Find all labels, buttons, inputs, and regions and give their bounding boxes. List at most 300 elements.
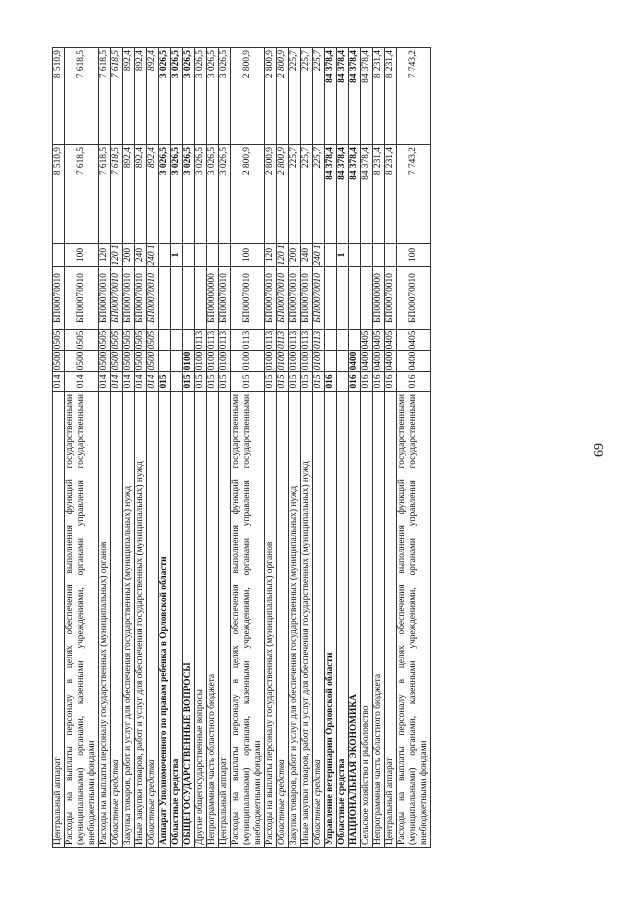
table-row [349,48,361,848]
rotated-budget-table-container [52,48,607,848]
row-grbs-cell: 015 [265,372,277,392]
row-target-article-cell: БП00070010 [385,267,397,330]
budget-table [52,47,431,848]
row-grbs-cell: 015 [313,372,325,392]
row-expense-type-cell [53,244,65,267]
row-target-article-cell: БП00000000 [373,267,385,330]
row-section-cell [147,351,159,372]
row-subsection-cell [325,330,337,351]
funding-source-code: 1 [277,244,287,250]
subsection-suffix: 05 [361,330,371,340]
row-grbs-cell: 014 [147,372,159,392]
row-section-cell [361,351,373,372]
row-name-cell: НАЦИОНАЛЬНАЯ ЭКОНОМИКА [349,392,361,848]
row-name-cell: Областные средства [313,392,325,848]
section-suffix: 00 [349,351,359,361]
expense-type-code: 120 [99,247,109,263]
row-grbs-cell [171,372,183,392]
row-name-cell: Аппарат Уполномоченного по правам ребенка в Орловской области [159,392,171,848]
subsection-code: 05 [135,340,145,350]
row-subsection-cell [385,330,397,351]
table-row [313,48,325,848]
row-sum-2020-cell: 84 378,4 [325,48,337,145]
row-sum-2019-cell: 84 378,4 [337,145,349,244]
subsection-suffix: 13 [242,330,252,341]
row-target-article-cell: БП00070010 [397,267,431,330]
row-grbs-cell: 014 [123,372,135,392]
table-row [195,48,207,848]
row-subsection-cell [219,330,231,351]
row-grbs-cell: 015 [195,372,207,392]
row-expense-type-cell [99,244,111,267]
section-code: 05 [53,361,63,371]
section-code: 01 [265,361,275,371]
row-expense-type-cell [171,244,183,267]
expense-type-code: 100 [76,247,86,263]
row-subsection-cell [123,330,135,351]
row-grbs-cell: 014 [135,372,147,392]
subsection-code: 01 [207,340,217,350]
row-section-cell [325,351,337,372]
section-code: 01 [301,361,311,371]
section-suffix: 00 [99,351,109,361]
row-grbs-cell: 015 [301,372,313,392]
row-sum-2019-cell: 892,4 [123,145,135,244]
section-code: 05 [99,361,109,371]
table-row [171,48,183,848]
row-subsection-cell [265,330,277,351]
row-subsection-cell [99,330,111,351]
row-subsection-cell [231,330,265,351]
subsection-code: 01 [265,340,275,350]
section-suffix: 00 [265,351,275,361]
row-grbs-cell: 014 [111,372,123,392]
row-name-cell: Иные закупки товаров, работ и услуг для обеспечения государственных (муниципальных) нужд [135,392,147,848]
row-expense-type-cell [183,244,195,267]
row-sum-2020-cell: 225,7 [289,48,301,145]
table-row [99,48,111,848]
table-row [159,48,171,848]
row-sum-2020-cell: 892,4 [147,48,159,145]
section-code: 05 [147,361,157,371]
subsection-code: 04 [373,340,383,350]
section-code: 01 [183,361,193,371]
row-expense-type-cell [289,244,301,267]
row-sum-2019-cell: 225,7 [313,145,325,244]
row-name-cell: Непрограммная часть областного бюджета [207,392,219,848]
row-sum-2020-cell: 7 743,2 [397,48,431,145]
table-row [219,48,231,848]
row-section-cell [183,351,195,372]
subsection-suffix: 13 [301,330,311,341]
expense-type-code: 200 [123,247,133,263]
row-section-cell [135,351,147,372]
table-row [325,48,337,848]
subsection-suffix: 13 [207,330,217,341]
row-name-cell: Расходы на выплаты персоналу в целях обеспечения выполнения функций государственными (муниципальными) органами, казенными учреждениями, органами управления государственными внебюджетными фондами [65,392,99,848]
row-grbs-cell: 015 [183,372,195,392]
row-subsection-cell [135,330,147,351]
section-code: 05 [76,361,86,371]
section-suffix: 00 [242,351,252,361]
row-name-cell: Областные средства [337,392,349,848]
section-suffix: 00 [289,351,299,361]
subsection-code: 01 [289,340,299,350]
table-row [337,48,349,848]
row-target-article-cell: БП00070010 [301,267,313,330]
row-sum-2019-cell: 2 800,9 [265,145,277,244]
row-expense-type-cell [349,244,361,267]
row-name-cell: Областные средства [171,392,183,848]
row-sum-2020-cell: 8 231,4 [373,48,385,145]
table-row [265,48,277,848]
row-subsection-cell [147,330,159,351]
expense-type-code: 100 [242,247,252,263]
row-grbs-cell: 015 [219,372,231,392]
section-suffix: 00 [147,351,157,361]
row-sum-2019-cell: 7 618,5 [65,145,99,244]
row-name-cell: Закупка товаров, работ и услуг для обеспечения государственных (муниципальных) нужд [289,392,301,848]
row-target-article-cell: БП00070010 [99,267,111,330]
row-target-article-cell [171,267,183,330]
row-grbs-cell: 016 [385,372,397,392]
row-subsection-cell [397,330,431,351]
row-grbs-cell: 015 [289,372,301,392]
subsection-suffix: 13 [265,330,275,341]
section-suffix: 00 [76,351,86,361]
section-code: 01 [207,361,217,371]
row-section-cell [349,351,361,372]
row-sum-2020-cell: 225,7 [313,48,325,145]
row-sum-2019-cell: 3 026,5 [171,145,183,244]
row-expense-type-cell [231,244,265,267]
row-subsection-cell [111,330,123,351]
row-expense-type-cell [219,244,231,267]
row-name-cell: Областные средства [147,392,159,848]
row-name-cell: Областные средства [277,392,289,848]
row-sum-2020-cell: 7 618,5 [99,48,111,145]
row-sum-2020-cell: 3 026,5 [195,48,207,145]
row-subsection-cell [207,330,219,351]
row-expense-type-cell [325,244,337,267]
subsection-code: 05 [111,340,121,350]
subsection-suffix: 13 [219,330,229,341]
row-sum-2020-cell: 7 618,5 [111,48,123,145]
subsection-code: 04 [408,340,418,350]
row-sum-2019-cell: 2 800,9 [277,145,289,244]
row-name-cell: Иные закупки товаров, работ и услуг для обеспечения государственных (муниципальных) нужд [301,392,313,848]
row-expense-type-cell [65,244,99,267]
row-target-article-cell: БП00070010 [219,267,231,330]
row-expense-type-cell [385,244,397,267]
row-grbs-cell: 015 [159,372,171,392]
row-name-cell: Расходы на выплаты персоналу государственных (муниципальных) органов [99,392,111,848]
subsection-code: 05 [147,340,157,350]
row-subsection-cell [361,330,373,351]
section-suffix: 00 [277,351,287,361]
row-section-cell [277,351,289,372]
row-section-cell [111,351,123,372]
row-subsection-cell [301,330,313,351]
expense-type-code: 240 [313,251,323,266]
table-row [123,48,135,848]
expense-type-code: 240 [135,247,145,263]
subsection-suffix: 13 [313,330,323,341]
row-subsection-cell [313,330,325,351]
row-expense-type-cell [195,244,207,267]
subsection-code: 05 [53,340,63,350]
row-expense-type-cell [159,244,171,267]
row-sum-2020-cell: 2 800,9 [277,48,289,145]
subsection-code: 04 [361,340,371,350]
row-sum-2019-cell: 7 618,5 [111,145,123,244]
row-sum-2020-cell: 7 618,5 [65,48,99,145]
row-target-article-cell: БП00070010 [135,267,147,330]
section-suffix: 00 [195,351,205,361]
section-code: 01 [277,361,287,371]
section-code: 04 [385,361,395,371]
table-row [373,48,385,848]
row-name-cell: Управление ветеринарии Орловской области [325,392,337,848]
row-subsection-cell [373,330,385,351]
row-sum-2020-cell: 84 378,4 [337,48,349,145]
row-name-cell: Областные средства [111,392,123,848]
subsection-suffix: 13 [195,330,205,341]
section-code: 05 [123,361,133,371]
table-row [301,48,313,848]
table-row [397,48,431,848]
section-suffix: 00 [373,351,383,361]
row-sum-2019-cell: 84 378,4 [325,145,337,244]
section-suffix: 00 [385,351,395,361]
table-row [183,48,195,848]
row-target-article-cell: БП00070010 [265,267,277,330]
row-section-cell [65,351,99,372]
table-row [147,48,159,848]
subsection-suffix: 05 [147,330,157,340]
table-row [361,48,373,848]
row-section-cell [231,351,265,372]
row-sum-2020-cell: 3 026,5 [219,48,231,145]
subsection-suffix: 05 [385,330,395,340]
row-grbs-cell: 014 [53,372,65,392]
row-expense-type-cell [111,244,123,267]
row-sum-2019-cell: 7 743,2 [397,145,431,244]
row-sum-2019-cell: 84 378,4 [361,145,373,244]
row-grbs-cell: 016 [349,372,361,392]
section-code: 01 [289,361,299,371]
table-row [207,48,219,848]
subsection-suffix: 05 [111,330,121,340]
section-code: 05 [135,361,145,371]
subsection-code: 01 [219,340,229,350]
row-grbs-cell: 015 [207,372,219,392]
row-subsection-cell [337,330,349,351]
subsection-code: 01 [277,340,287,350]
row-sum-2020-cell: 3 026,5 [159,48,171,145]
row-grbs-cell: 016 [397,372,431,392]
expense-type-code: 200 [289,247,299,263]
row-sum-2020-cell: 892,4 [135,48,147,145]
table-row [65,48,99,848]
expense-type-code: 120 [265,247,275,263]
row-sum-2020-cell: 8 510,9 [53,48,65,145]
expense-type-code: 120 [111,251,121,266]
subsection-suffix: 05 [123,330,133,340]
row-section-cell [301,351,313,372]
row-name-cell: Расходы на выплаты персоналу государственных (муниципальных) органов [265,392,277,848]
subsection-suffix: 13 [289,330,299,341]
row-sum-2019-cell: 84 378,4 [349,145,361,244]
row-subsection-cell [349,330,361,351]
row-target-article-cell: БП00070010 [231,267,265,330]
row-subsection-cell [195,330,207,351]
row-sum-2020-cell: 84 378,4 [361,48,373,145]
subsection-suffix: 05 [135,330,145,340]
row-sum-2019-cell: 892,4 [147,145,159,244]
row-expense-type-cell [147,244,159,267]
row-target-article-cell [337,267,349,330]
row-sum-2020-cell: 3 026,5 [171,48,183,145]
row-section-cell [397,351,431,372]
row-name-cell: Расходы на выплаты персоналу в целях обеспечения выполнения функций государственными (муниципальными) органами, казенными учреждениями, органами управления государственными внебюджетными фондами [231,392,265,848]
section-suffix: 00 [53,351,63,361]
section-code: 05 [111,361,121,371]
section-suffix: 00 [301,351,311,361]
row-target-article-cell: БП00070010 [147,267,159,330]
section-suffix: 00 [135,351,145,361]
row-grbs-cell: 015 [277,372,289,392]
row-sum-2019-cell: 8 231,4 [385,145,397,244]
row-subsection-cell [183,330,195,351]
row-sum-2020-cell: 8 231,4 [385,48,397,145]
expense-type-code: 240 [147,251,157,266]
row-expense-type-cell [337,244,349,267]
page-number: 69 [592,443,607,457]
table-row [277,48,289,848]
row-target-article-cell: БП00070010 [289,267,301,330]
row-target-article-cell [349,267,361,330]
section-suffix: 00 [111,351,121,361]
row-sum-2019-cell: 3 026,5 [219,145,231,244]
table-row [53,48,65,848]
section-code: 04 [373,361,383,371]
subsection-code: 01 [313,340,323,350]
row-name-cell: ОБЩЕГОСУДАРСТВЕННЫЕ ВОПРОСЫ [183,392,195,848]
row-sum-2019-cell: 3 026,5 [207,145,219,244]
row-section-cell [289,351,301,372]
subsection-code: 05 [123,340,133,350]
row-target-article-cell [183,267,195,330]
row-name-cell: Непрограммная часть областного бюджета [373,392,385,848]
row-grbs-cell: 014 [99,372,111,392]
row-section-cell [53,351,65,372]
section-suffix: 00 [219,351,229,361]
row-name-cell: Сельское хозяйство и рыболовство [361,392,373,848]
row-expense-type-cell [123,244,135,267]
subsection-code: 01 [301,340,311,350]
row-target-article-cell: БП00070010 [111,267,123,330]
section-suffix: 00 [207,351,217,361]
section-suffix: 00 [361,351,371,361]
subsection-suffix: 05 [76,330,86,340]
row-section-cell [219,351,231,372]
row-grbs-cell: 016 [325,372,337,392]
row-section-cell [207,351,219,372]
row-expense-type-cell [135,244,147,267]
row-section-cell [373,351,385,372]
subsection-code: 04 [385,340,395,350]
row-target-article-cell: БП00070010 [65,267,99,330]
row-target-article-cell [361,267,373,330]
row-name-cell: Другие общегосударственные вопросы [195,392,207,848]
row-section-cell [123,351,135,372]
row-target-article-cell [159,267,171,330]
row-expense-type-cell [265,244,277,267]
row-target-article-cell [195,267,207,330]
row-grbs-cell: 016 [361,372,373,392]
row-expense-type-cell [397,244,431,267]
row-sum-2019-cell: 225,7 [301,145,313,244]
budget-table-body [53,48,431,848]
row-expense-type-cell [313,244,325,267]
row-sum-2020-cell: 2 800,9 [265,48,277,145]
subsection-code: 05 [76,340,86,350]
row-subsection-cell [289,330,301,351]
row-target-article-cell: БП00070010 [53,267,65,330]
row-target-article-cell: БП00000000 [207,267,219,330]
subsection-suffix: 05 [408,330,418,340]
row-sum-2019-cell: 225,7 [289,145,301,244]
row-section-cell [159,351,171,372]
section-code: 04 [349,361,359,371]
row-sum-2019-cell: 3 026,5 [183,145,195,244]
row-grbs-cell: 016 [373,372,385,392]
expense-type-code: 120 [277,251,287,266]
funding-source-code: 1 [147,244,157,250]
row-subsection-cell [53,330,65,351]
row-name-cell: Центральный аппарат [53,392,65,848]
subsection-suffix: 13 [277,330,287,341]
row-sum-2020-cell: 3 026,5 [207,48,219,145]
row-name-cell: Закупка товаров, работ и услуг для обеспечения государственных (муниципальных) нужд [123,392,135,848]
expense-type-code: 240 [301,247,311,263]
row-sum-2019-cell: 3 026,5 [159,145,171,244]
row-expense-type-cell [373,244,385,267]
expense-type-code: 1 [337,252,347,258]
table-row [385,48,397,848]
expense-type-code: 100 [408,247,418,263]
row-name-cell: Центральный аппарат [219,392,231,848]
row-name-cell: Расходы на выплаты персоналу в целях обеспечения выполнения функций государственными (муниципальными) органами, казенными учреждениями, органами управления государственными внебюджетными фондами [397,392,431,848]
section-code: 04 [361,361,371,371]
row-sum-2019-cell: 892,4 [135,145,147,244]
row-sum-2019-cell: 7 618,5 [99,145,111,244]
expense-type-code: 1 [171,252,181,258]
section-suffix: 00 [408,351,418,361]
row-target-article-cell: БП00070010 [277,267,289,330]
row-sum-2019-cell: 2 800,9 [231,145,265,244]
row-expense-type-cell [361,244,373,267]
row-target-article-cell: БП00070010 [313,267,325,330]
row-sum-2019-cell: 3 026,5 [195,145,207,244]
section-code: 01 [219,361,229,371]
table-row [231,48,265,848]
row-subsection-cell [65,330,99,351]
row-subsection-cell [277,330,289,351]
subsection-code: 05 [99,340,109,350]
table-row [289,48,301,848]
